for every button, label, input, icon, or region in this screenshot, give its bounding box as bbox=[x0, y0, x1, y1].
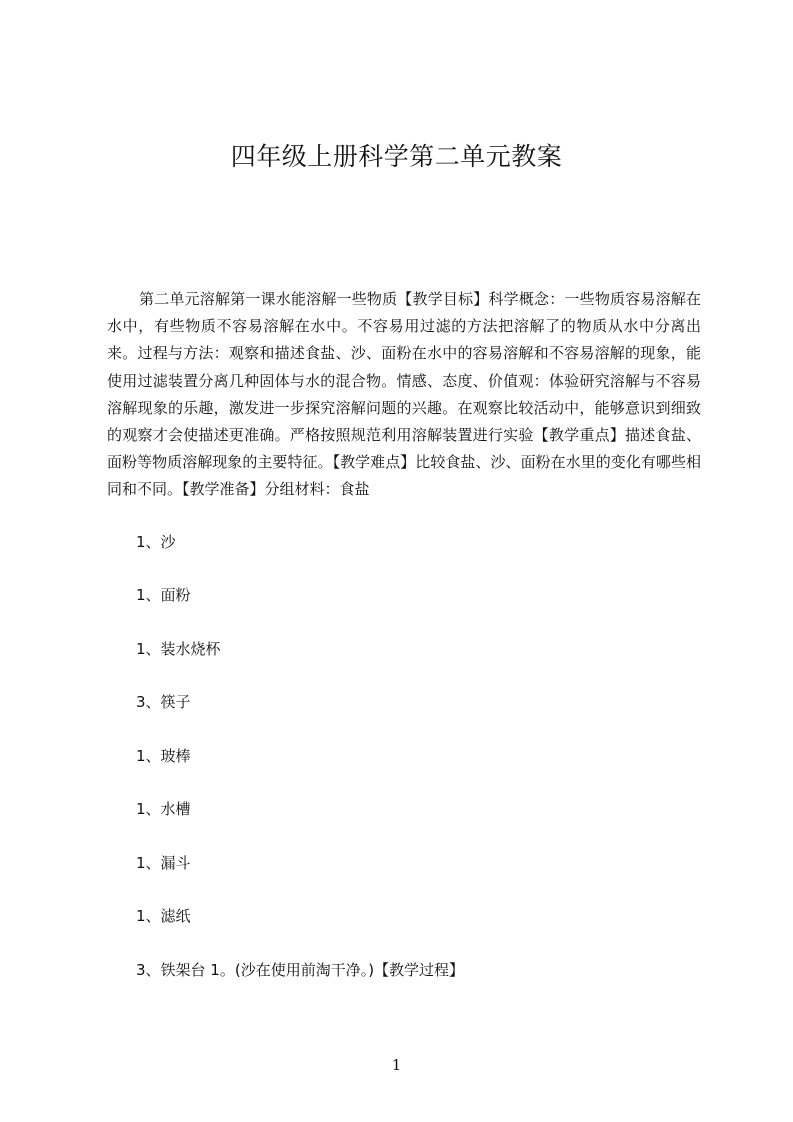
material-item-flour: 1、面粉 bbox=[136, 586, 191, 604]
page-number: 1 bbox=[391, 1056, 402, 1074]
material-item-beaker: 1、装水烧杯 bbox=[136, 640, 221, 658]
document-title: 四年级上册科学第二单元教案 bbox=[230, 142, 563, 171]
material-item-funnel: 1、漏斗 bbox=[136, 854, 191, 872]
material-item-chopsticks: 3、筷子 bbox=[136, 693, 191, 711]
material-item-sand: 1、沙 bbox=[136, 533, 176, 551]
material-item-iron-stand: 3、铁架台 1。(沙在使用前淘干净。)【教学过程】 bbox=[136, 961, 465, 979]
lesson-intro-paragraph: 第二单元溶解第一课水能溶解一些物质【教学目标】科学概念：一些物质容易溶解在水中，有些物质不容易溶解在水中。不容易用过滤的方法把溶解了的物质从水中分离出来。过程与方法：观察和描述食盐、沙、面粉在水中的容易溶解和不容易溶解的现象，能使用过滤装置分离几种固体与水的混合物。情感、态度、价值观：体验研究溶解与不容易溶解现象的乐趣，激发进一步探究溶解问题的兴趣。在观察比较活动中，能够意识到细致的观察才会使描述更准确。严格按照规范利用溶解装置进行实验【教学重点】描述食盐、面粉等物质溶解现象的主要特征。【教学难点】比较食盐、沙、面粉在水里的变化有哪些相同和不同。【教学准备】分组材料：食盐 bbox=[107, 290, 701, 499]
material-item-water-tank: 1、水槽 bbox=[136, 800, 191, 818]
material-item-glass-rod: 1、玻棒 bbox=[136, 747, 191, 765]
material-item-filter-paper: 1、滤纸 bbox=[136, 907, 191, 925]
